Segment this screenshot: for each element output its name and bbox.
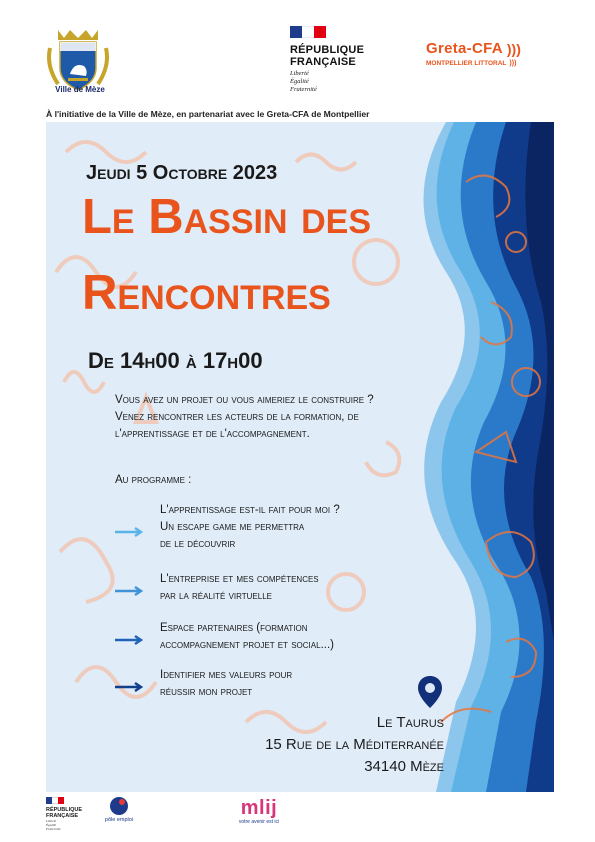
program-item-line: de le découvrir: [160, 538, 236, 550]
event-address: [200, 712, 444, 778]
footer-rf-motto-egalite: Égalité: [46, 823, 57, 827]
french-flag-icon: [290, 26, 326, 38]
initiative-statement: À l'initiative de la Ville de Mèze, en partenariat avec le Greta-CFA de Montpellier: [46, 109, 370, 119]
french-flag-icon: [46, 797, 64, 804]
program-item-line: Un escape game me permettra: [160, 521, 305, 533]
rf-title-line1: RÉPUBLIQUE: [290, 44, 365, 56]
republique-francaise-logo: [290, 26, 410, 94]
mission-locale-logo: [224, 797, 294, 825]
event-date: Jeudi 5 Octobre 2023: [86, 162, 278, 184]
greta-cfa-logo: [426, 40, 556, 67]
mission-locale-tagline: votre avenir est ici: [238, 819, 280, 825]
rf-motto-egalite: Égalité: [290, 78, 309, 85]
arrow-right-icon: [115, 524, 147, 534]
sound-waves-icon: ))): [506, 40, 521, 57]
pole-emploi-mark-icon: [110, 797, 128, 815]
city-postal: 34140 Mèze: [364, 758, 444, 775]
program-item-line: L'entreprise et mes compétences: [160, 573, 319, 585]
program-item-line: par la réalité virtuelle: [160, 590, 272, 602]
rf-title-line2: FRANÇAISE: [290, 56, 356, 68]
greta-subtitle: MONTPELLIER LITTORAL: [426, 60, 507, 67]
program-item-line: Espace partenaires (formation: [160, 622, 308, 634]
street-address: 15 Rue de la Méditerranée: [265, 736, 444, 753]
footer-rf-line2: FRANÇAISE: [46, 813, 79, 819]
footer-rf-line1: RÉPUBLIQUE: [46, 807, 83, 813]
sound-waves-small-icon: ))): [509, 60, 517, 67]
map-pin-icon: [418, 676, 442, 708]
arrow-right-icon: [115, 679, 147, 689]
footer-rf-motto-fraternite: Fraternité: [46, 827, 61, 831]
event-intro: Vous avez un projet ou vous aimeriez le construire ? Venez rencontrer les acteurs de la formation, de l'apprentissage et de l'accompagnement.: [115, 394, 374, 440]
arrow-right-icon: [115, 583, 147, 593]
program-item-line: Identifier mes valeurs pour: [160, 669, 293, 681]
rf-motto-liberte: Liberté: [290, 70, 309, 77]
footer-rf-motto-liberte: Liberté: [46, 819, 57, 823]
event-title-line2: Rencontres: [82, 266, 331, 320]
program-item-line: accompagnement projet et social...): [160, 639, 334, 651]
pole-emploi-logo: [98, 797, 140, 823]
event-title-line1: Le Bassin des: [82, 190, 372, 244]
city-name: Ville de Mèze: [55, 85, 105, 94]
program-label: Au programme :: [115, 474, 192, 486]
event-hours: De 14h00 à 17h00: [88, 348, 263, 373]
mission-locale-name: mlij: [240, 797, 278, 819]
rf-motto-fraternite: Fraternité: [290, 86, 317, 93]
venue-name: Le Taurus: [376, 714, 444, 731]
greta-name: Greta-CFA: [426, 40, 503, 57]
footer-republique-francaise-logo: [46, 797, 106, 831]
program-item-line: L'apprentissage est-il fait pour moi ?: [160, 504, 340, 516]
program-item-line: réussir mon projet: [160, 686, 253, 698]
arrow-right-icon: [115, 632, 147, 642]
city-coat-of-arms-logo: [44, 26, 112, 94]
pole-emploi-name: pôle emploi: [104, 817, 134, 823]
